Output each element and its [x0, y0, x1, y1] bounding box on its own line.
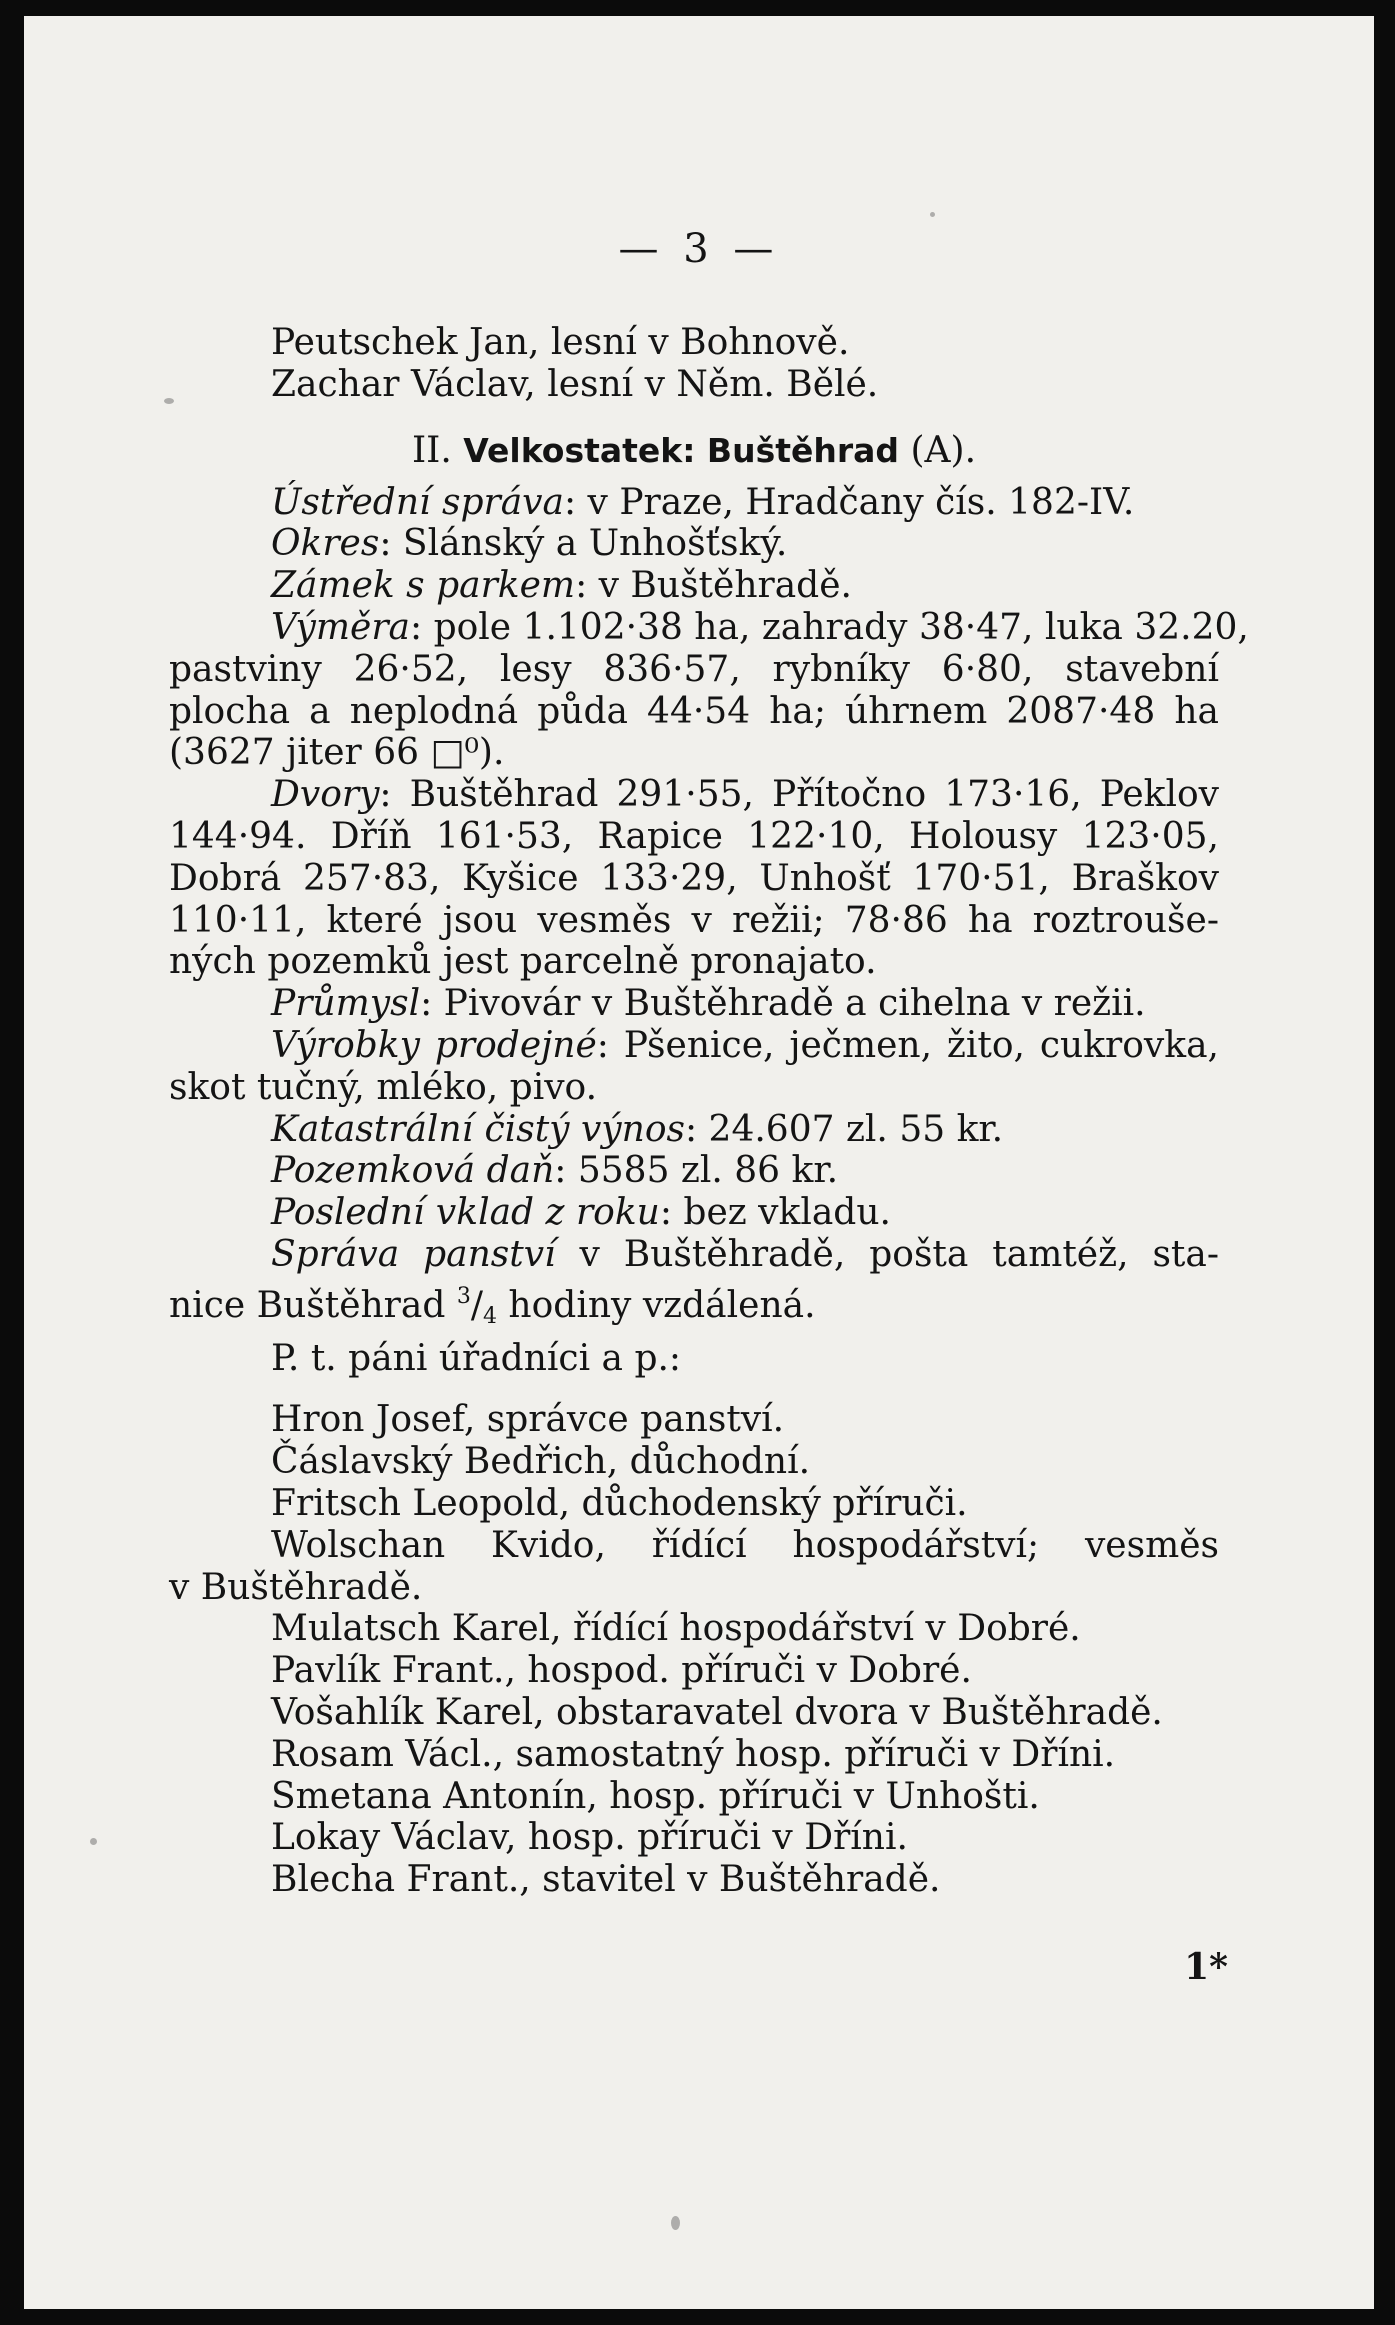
info-value: : v Buštěhradě. [575, 565, 852, 607]
info-line [169, 1025, 1219, 1067]
info-line [169, 1192, 1219, 1234]
info-line: 110·11, které jsou vesměs v režii; 78·86 ha roztrouše- [169, 899, 1219, 941]
info-label: Pozemková daň [271, 1150, 555, 1192]
info-value: : bez vkladu. [659, 1192, 891, 1234]
official-entry: Rosam Václ., samostatný hosp. příruči v Dříni. [271, 1733, 1116, 1775]
info-line: plocha a neplodná půda 44·54 ha; úhrnem 2087·48 ha [169, 690, 1219, 732]
info-value: nice Buštěhrad [169, 1284, 457, 1326]
info-label: Zámek s parkem [271, 565, 576, 607]
info-label: Ústřední správa [271, 481, 564, 523]
official-entry: Fritsch Leopold, důchodenský příruči. [271, 1482, 968, 1524]
info-value: : Pivovár v Buštěhradě a cihelna v režii. [420, 983, 1146, 1025]
fraction-denominator: 4 [482, 1303, 497, 1329]
heading-prefix: II. [411, 429, 452, 471]
info-value: : v Praze, Hradčany čís. 182-IV. [563, 481, 1135, 523]
info-value: : pole 1.102·38 ha, zahrady 38·47, luka 32.20, [410, 606, 1249, 648]
info-line [169, 983, 1219, 1025]
heading-suffix: (A). [910, 429, 977, 471]
official-entry: Čáslavský Bedřich, důchodní. [271, 1441, 811, 1483]
official-entry: v Buštěhradě. [169, 1566, 423, 1608]
info-line [169, 482, 1219, 524]
paper-speck [164, 398, 174, 404]
page-body [169, 322, 1249, 1901]
official-entry: Mulatsch Karel, řídící hospodářství v Dobré. [271, 1608, 1081, 1650]
official-entry: Pavlík Frant., hospod. příruči v Dobré. [271, 1650, 972, 1692]
fraction-numerator: 3 [456, 1283, 471, 1309]
official-entry: Smetana Antonín, hosp. příruči v Unhošti. [271, 1775, 1040, 1817]
info-label: Katastrální čistý výnos [271, 1108, 685, 1150]
intro-line: Peutschek Jan, lesní v Bohnově. [271, 322, 850, 363]
signature-mark: 1* [1184, 1946, 1228, 1988]
info-value: : Pšenice, ječmen, žito, cukrovka, [596, 1024, 1219, 1066]
official-entry: Lokay Václav, hosp. příruči v Dříni. [271, 1817, 908, 1859]
paper-speck [90, 1838, 97, 1845]
info-line [169, 1234, 1219, 1276]
info-line [169, 606, 1249, 649]
info-line: pastviny 26·52, lesy 836·57, rybníky 6·80, stavební [169, 648, 1219, 690]
info-line [169, 1109, 1219, 1151]
official-entry: Vošahlík Karel, obstaravatel dvora v Buštěhradě. [271, 1691, 1163, 1733]
paper-speck [671, 2216, 680, 2230]
official-entry: Wolschan Kvido, řídící hospodářství; vesměs [271, 1524, 1219, 1566]
official-entry: Hron Josef, správce panství. [271, 1399, 785, 1441]
info-label: Poslední vklad z roku [271, 1192, 660, 1234]
officials-intro: P. t. páni úřadníci a p.: [271, 1337, 682, 1379]
info-value: : Buštěhrad 291·55, Přítočno 173·16, Peklov [379, 774, 1219, 816]
info-line: nice Buštěhrad $^3/_4$ hodiny vzdálená. [169, 1283, 816, 1329]
intro-line: Zachar Václav, lesní v Něm. Bělé. [271, 363, 879, 405]
paper-speck [930, 212, 935, 217]
info-line: 144·94. Dříň 161·53, Rapice 122·10, Holousy 123·05, [169, 815, 1219, 857]
document-page [24, 16, 1374, 2309]
official-entry: Blecha Frant., stavitel v Buštěhradě. [271, 1859, 941, 1901]
info-line [169, 523, 1219, 565]
info-line: skot tučný, mléko, pivo. [169, 1066, 598, 1108]
info-line [169, 565, 1219, 607]
info-value: : 5585 zl. 86 kr. [554, 1150, 839, 1192]
spacer [169, 1379, 1219, 1399]
info-label: Výrobky prodejné [271, 1024, 597, 1066]
heading-title: Velkostatek: Buštěhrad [463, 430, 900, 470]
info-label: Dvory [271, 774, 380, 816]
info-line [169, 1150, 1219, 1192]
info-label: Průmysl [271, 983, 421, 1025]
page-number: — 3 — [618, 226, 780, 272]
info-line [169, 774, 1219, 816]
info-label: Výměra [271, 606, 410, 648]
info-line: Dobrá 257·83, Kyšice 133·29, Unhošť 170·51, Braškov [169, 857, 1219, 899]
section-heading [169, 420, 1219, 482]
info-line: (3627 jiter 66 □⁰). [169, 732, 505, 774]
info-label: Okres [271, 523, 380, 565]
info-value: : Slánský a Unhošťský. [379, 523, 788, 565]
info-value: v Buštěhradě, pošta tamtéž, sta- [555, 1233, 1220, 1275]
info-value: hodiny vzdálená. [496, 1284, 816, 1326]
info-line: ných pozemků jest parcelně pronajato. [169, 941, 877, 983]
info-label: Správa panství [271, 1233, 556, 1275]
info-value: : 24.607 zl. 55 kr. [684, 1108, 1004, 1150]
